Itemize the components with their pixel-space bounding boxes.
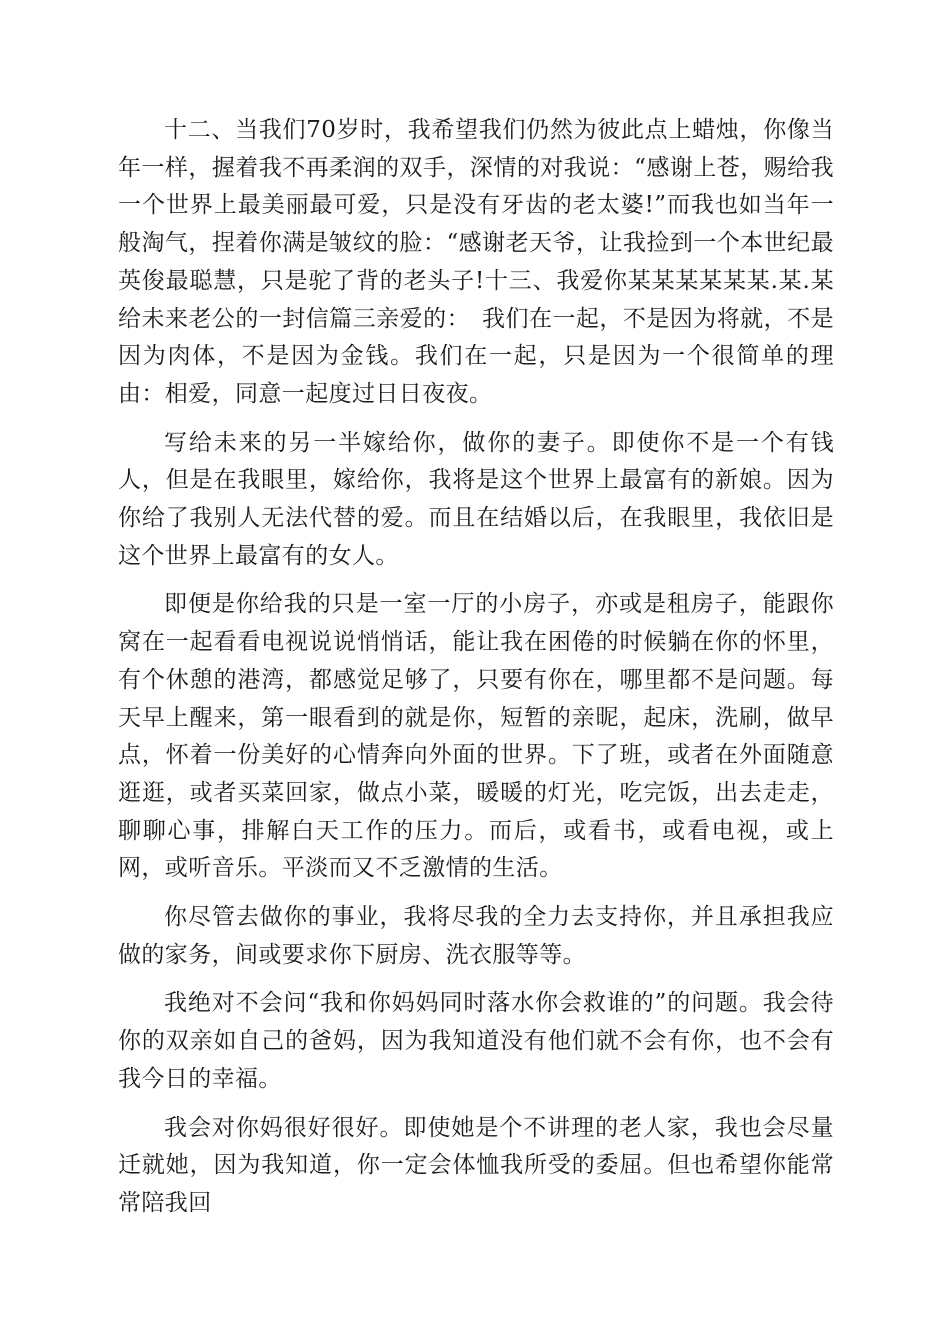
paragraph-2: 写给未来的另一半嫁给你，做你的妻子。即使你不是一个有钱人，但是在我眼里，嫁给你，我将是这个世界上最富有的新娘。因为你给了我别人无法代替的爱。而且在结婚以后，在我眼里，我依旧是这个世界上最富有的女人。 bbox=[118, 429, 834, 569]
paragraph-1: 十二、当我们70岁时，我希望我们仍然为彼此点上蜡烛，你像当年一样，握着我不再柔润的双手，深情的对我说：“感谢上苍，赐给我一个世界上最美丽最可爱，只是没有牙齿的老太婆!”而我也如当年一般淘气，捏着你满是皱纹的脸：“感谢老天爷，让我捡到一个本世纪最英俊最聪慧，只是驼了背的老头子!十三、我爱你某某某某某某.某.某给未来老公的一封信篇三亲爱的： 我们在一起，不是因为将就，不是因为肉体，不是因为金钱。我们在一起，只是因为一个很简单的理由：相爱，同意一起度过日日夜夜。 bbox=[118, 117, 834, 407]
paragraph-5: 我绝对不会问“我和你妈妈同时落水你会救谁的”的问题。我会待你的双亲如自己的爸妈，因为我知道没有他们就不会有你，也不会有我今日的幸福。 bbox=[118, 990, 834, 1092]
paragraph-4: 你尽管去做你的事业，我将尽我的全力去支持你，并且承担我应做的家务，间或要求你下厨房、洗衣服等等。 bbox=[118, 904, 834, 968]
paragraph-3: 即便是你给我的只是一室一厅的小房子，亦或是租房子，能跟你窝在一起看看电视说说悄悄话，能让我在困倦的时候躺在你的怀里，有个休憩的港湾，都感觉足够了，只要有你在，哪里都不是问题。每天早上醒来，第一眼看到的就是你，短暂的亲昵，起床，洗刷，做早点，怀着一份美好的心情奔向外面的世界。下了班，或者在外面随意逛逛，或者买菜回家，做点小菜，暖暖的灯光，吃完饭，出去走走，聊聊心事，排解白天工作的压力。而后，或看书，或看电视，或上网，或听音乐。平淡而又不乏激情的生活。 bbox=[118, 591, 834, 882]
document-body bbox=[118, 112, 834, 1234]
paragraph-6: 我会对你妈很好很好。即使她是个不讲理的老人家，我也会尽量迁就她，因为我知道，你一定会体恤我所受的委屈。但也希望你能常常陪我回 bbox=[118, 1114, 834, 1216]
